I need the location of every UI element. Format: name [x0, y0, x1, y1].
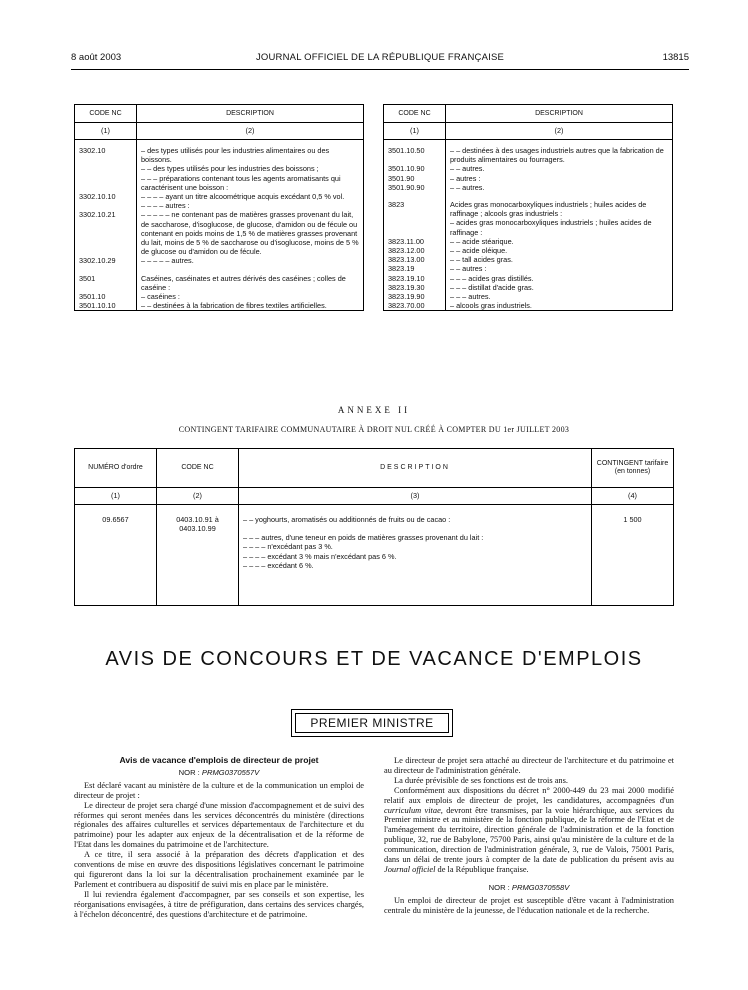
col-header-description: DESCRIPTION	[239, 449, 592, 488]
header-page-number: 13815	[662, 52, 689, 63]
nc-description: – – destinées à des usages industriels autres que la fabrication de produits alimentaires ou fourragers.	[446, 140, 673, 165]
col-header-code: CODE NC	[384, 105, 446, 123]
table-row	[75, 164, 364, 173]
nc-code: 3501.10.50	[384, 140, 446, 165]
col-number: (2)	[157, 488, 239, 505]
table-row	[75, 266, 364, 292]
table-row	[384, 255, 673, 264]
nc-description: – acides gras monocarboxyliques industriels ; huiles acides de raffinage :	[446, 218, 673, 236]
nc-description: – – acide stéarique.	[446, 237, 673, 246]
nc-code: 3501.10.90	[384, 164, 446, 173]
paragraph: Le directeur de projet sera chargé d'une mission d'accompagnement et de suivi des réformes qui seront menées dans les services déconcentrés du ministère (directions régionales des affaires culturelles et services départementaux de l'architecture et du patrimoine) pour les adapter aux enjeux de la décentralisation et de la réforme de l'Etat dans les domaines du patrimoine et de l'architecture.	[74, 800, 364, 850]
paragraph: Un emploi de directeur de projet est susceptible d'être vacant à l'administration centrale du ministère de la jeunesse, de l'éducation nationale et de la recherche.	[384, 895, 674, 915]
paragraph: La durée prévisible de ses fonctions est de trois ans.	[394, 775, 568, 785]
nc-code: 3823.19.10	[384, 274, 446, 283]
table-row	[384, 301, 673, 311]
nc-code: 3823.19	[384, 264, 446, 273]
col-number: (1)	[75, 123, 137, 140]
col-number: (2)	[137, 123, 364, 140]
ministry-name: PREMIER MINISTRE	[295, 713, 449, 733]
nc-description: – – – – – autres.	[137, 256, 364, 265]
table-row	[384, 274, 673, 283]
text-run: Conformément aux dispositions du décret n° 2000-449 du 23 mai 2000 modifié relatif aux emplois de directeur de projet, les candidatures, accompagnées d'un	[384, 785, 674, 805]
nor-label: NOR :	[178, 767, 200, 777]
nc-description: – – des types utilisés pour les industries des boissons ;	[137, 164, 364, 173]
col-header-description: DESCRIPTION	[446, 105, 673, 123]
nor-reference	[384, 883, 674, 893]
contingent-description	[239, 505, 592, 606]
table-row	[75, 301, 364, 311]
nc-code: 3823.19.30	[384, 283, 446, 292]
header-date: 8 août 2003	[71, 52, 122, 63]
paragraph: A ce titre, il sera associé à la préparation des décrets d'application et des conventions de mise en œuvre des dispositions législatives concernant le patrimoine qui figureront dans la loi sur la décentralisation prochainement examinée par le Parlement et contribuera au dispositif de suivi mis en place par le ministère.	[74, 850, 364, 889]
col-number: (2)	[446, 123, 673, 140]
nc-description: – alcools gras industriels.	[446, 301, 673, 311]
nc-description: – – – – – ne contenant pas de matières grasses provenant du lait, de saccharose, d'isoglucose, de glucose, d'amidon ou de fécule ou contenant en poids moins de 1,5 % de matières grasses provenant du lait, moins de 5 % de saccharose ou d'isoglucose, moins de 5 % de glucose ou d'amidon ou de fécule.	[137, 210, 364, 256]
col-header-code: CODE NC	[75, 105, 137, 123]
nc-code: 3501.90.90	[384, 183, 446, 192]
table-row	[384, 283, 673, 292]
table-row	[384, 140, 673, 165]
col-header-description: DESCRIPTION	[137, 105, 364, 123]
nor-code: PRMG0370558V	[511, 882, 570, 892]
paragraph	[384, 786, 674, 875]
col-header-contingent: CONTINGENT tarifaire (en tonnes)	[592, 449, 674, 488]
table-row	[384, 246, 673, 255]
text-run: , devront être transmises, par la voie hiérarchique, aux services du Premier ministre et au ministère de la fonction publique, de la réforme de l'Etat et de l'aménagement du territoire, direction générale de l'administration et de la fonction publique, 32, rue de Babylone, 75700 Paris, ainsi qu'au ministère de la culture et de la communication, direction de l'administration générale, 3, rue de Valois, 75001 Paris, dans un délai de trente jours à compter de la date de publication du présent avis au	[384, 805, 674, 865]
col-number: (4)	[592, 488, 674, 505]
nc-code: 3302.10.21	[75, 210, 137, 256]
nc-description: – autres :	[446, 174, 673, 183]
nc-description: – – – – ayant un titre alcoométrique acquis excédant 0,5 % vol.	[137, 192, 364, 201]
table-row	[384, 183, 673, 192]
text-run-italic: curriculum vitae	[384, 805, 441, 815]
description-line: – – – – n'excédant pas 3 %.	[243, 542, 333, 552]
nc-description: – – – préparations contenant tous les agents aromatisants qui caractérisent une boisson :	[137, 174, 364, 192]
table-row	[75, 192, 364, 201]
nc-description: – – tall acides gras.	[446, 255, 673, 264]
nc-code: 3823.11.00	[384, 237, 446, 246]
nc-code: 3501	[75, 266, 137, 292]
contingent-table	[74, 448, 674, 606]
tariff-table-right	[383, 104, 673, 311]
section-title: AVIS DE CONCOURS ET DE VACANCE D'EMPLOIS	[105, 648, 643, 670]
ministry-box	[291, 709, 453, 737]
nc-code: 3501.90	[384, 174, 446, 183]
nc-description: – – autres.	[446, 164, 673, 173]
nc-code	[75, 174, 137, 192]
table-row	[75, 210, 364, 256]
description-line: – – – – excédant 3 % mais n'excédant pas 6 %.	[243, 551, 397, 561]
annexe-title: ANNEXE II	[337, 405, 411, 415]
article-left-column	[74, 756, 364, 920]
nc-description: – – destinées à la fabrication de fibres textiles artificielles.	[137, 301, 364, 311]
text-run: de la République française.	[435, 864, 529, 874]
nor-reference	[74, 768, 364, 778]
table-row	[384, 264, 673, 273]
header-rule	[71, 69, 689, 70]
nc-description: – – – autres.	[446, 292, 673, 301]
description-line: – – – autres, d'une teneur en poids de matières grasses provenant du lait :	[243, 533, 484, 543]
text-run-italic: Journal officiel	[384, 864, 436, 874]
tariff-table-left	[74, 104, 364, 311]
col-number: (3)	[239, 488, 592, 505]
table-row	[384, 292, 673, 301]
nc-code: 3823.13.00	[384, 255, 446, 264]
nc-code: 3302.10	[75, 140, 137, 165]
nc-code: 3823	[384, 192, 446, 218]
nc-description: – – – – autres :	[137, 201, 364, 210]
table-row	[384, 192, 673, 218]
col-header-code: CODE NC	[157, 449, 239, 488]
nc-code: 3501.10.10	[75, 301, 137, 311]
nor-label: NOR :	[488, 882, 510, 892]
nc-code: 3823.70.00	[384, 301, 446, 311]
annexe-subtitle: CONTINGENT TARIFAIRE COMMUNAUTAIRE À DROIT NUL CRÉÉ À COMPTER DU 1er JUILLET 2003	[178, 425, 570, 434]
nc-code: 3302.10.10	[75, 192, 137, 201]
paragraph: Est déclaré vacant au ministère de la culture et de la communication un emploi de directeur de projet :	[74, 780, 364, 800]
description-line: – – – – excédant 6 %.	[243, 560, 314, 570]
header-title: JOURNAL OFFICIEL DE LA RÉPUBLIQUE FRANÇAISE	[255, 52, 505, 63]
nc-description: – – acide oléique.	[446, 246, 673, 255]
nc-description: Acides gras monocarboxyliques industriels ; huiles acides de raffinage ; alcools gras industriels :	[446, 192, 673, 218]
table-row	[75, 292, 364, 301]
table-row	[75, 174, 364, 192]
nc-code	[75, 164, 137, 173]
contingent-volume: 1 500	[592, 505, 674, 606]
nc-code-range: 0403.10.91 à 0403.10.99	[157, 505, 239, 606]
nc-code: 3302.10.29	[75, 256, 137, 265]
table-row	[384, 237, 673, 246]
table-row	[75, 256, 364, 265]
nc-description: – – – distillat d'acide gras.	[446, 283, 673, 292]
col-number: (1)	[384, 123, 446, 140]
nc-code: 3823.19.90	[384, 292, 446, 301]
nc-code	[384, 218, 446, 236]
nc-description: Caséines, caséinates et autres dérivés des caséines ; colles de caséine :	[137, 266, 364, 292]
nor-code: PRMG0370557V	[201, 767, 260, 777]
table-row	[384, 164, 673, 173]
nc-description: – – autres :	[446, 264, 673, 273]
col-header-number: NUMÉRO d'ordre	[75, 449, 157, 488]
table-row	[75, 201, 364, 210]
table-row	[384, 218, 673, 236]
nc-code	[75, 201, 137, 210]
nc-description: – des types utilisés pour les industries alimentaires ou des boissons.	[137, 140, 364, 165]
nc-code: 3823.12.00	[384, 246, 446, 255]
nc-description: – caséines :	[137, 292, 364, 301]
col-number: (1)	[75, 488, 157, 505]
nc-description: – – – acides gras distillés.	[446, 274, 673, 283]
nc-code: 3501.10	[75, 292, 137, 301]
description-line: – – yoghourts, aromatisés ou additionnés de fruits ou de cacao :	[243, 515, 451, 524]
nc-description: – – autres.	[446, 183, 673, 192]
order-number: 09.6567	[75, 505, 157, 606]
article-title: Avis de vacance d'emplois de directeur de projet	[119, 755, 319, 765]
table-row	[384, 174, 673, 183]
paragraph: Le directeur de projet sera attaché au directeur de l'architecture et du patrimoine et au directeur de l'administration générale.	[384, 756, 674, 775]
page-header	[71, 52, 689, 66]
paragraph: Il lui reviendra également d'accompagner, par ses conseils et son expertise, les réorganisations envisagées, à titre de préfiguration, dans certains des services chargés, à l'échelon déconcentré, des questions d'architecture et de patrimoine.	[74, 889, 364, 919]
article-right-column	[384, 756, 674, 916]
table-row	[75, 140, 364, 165]
